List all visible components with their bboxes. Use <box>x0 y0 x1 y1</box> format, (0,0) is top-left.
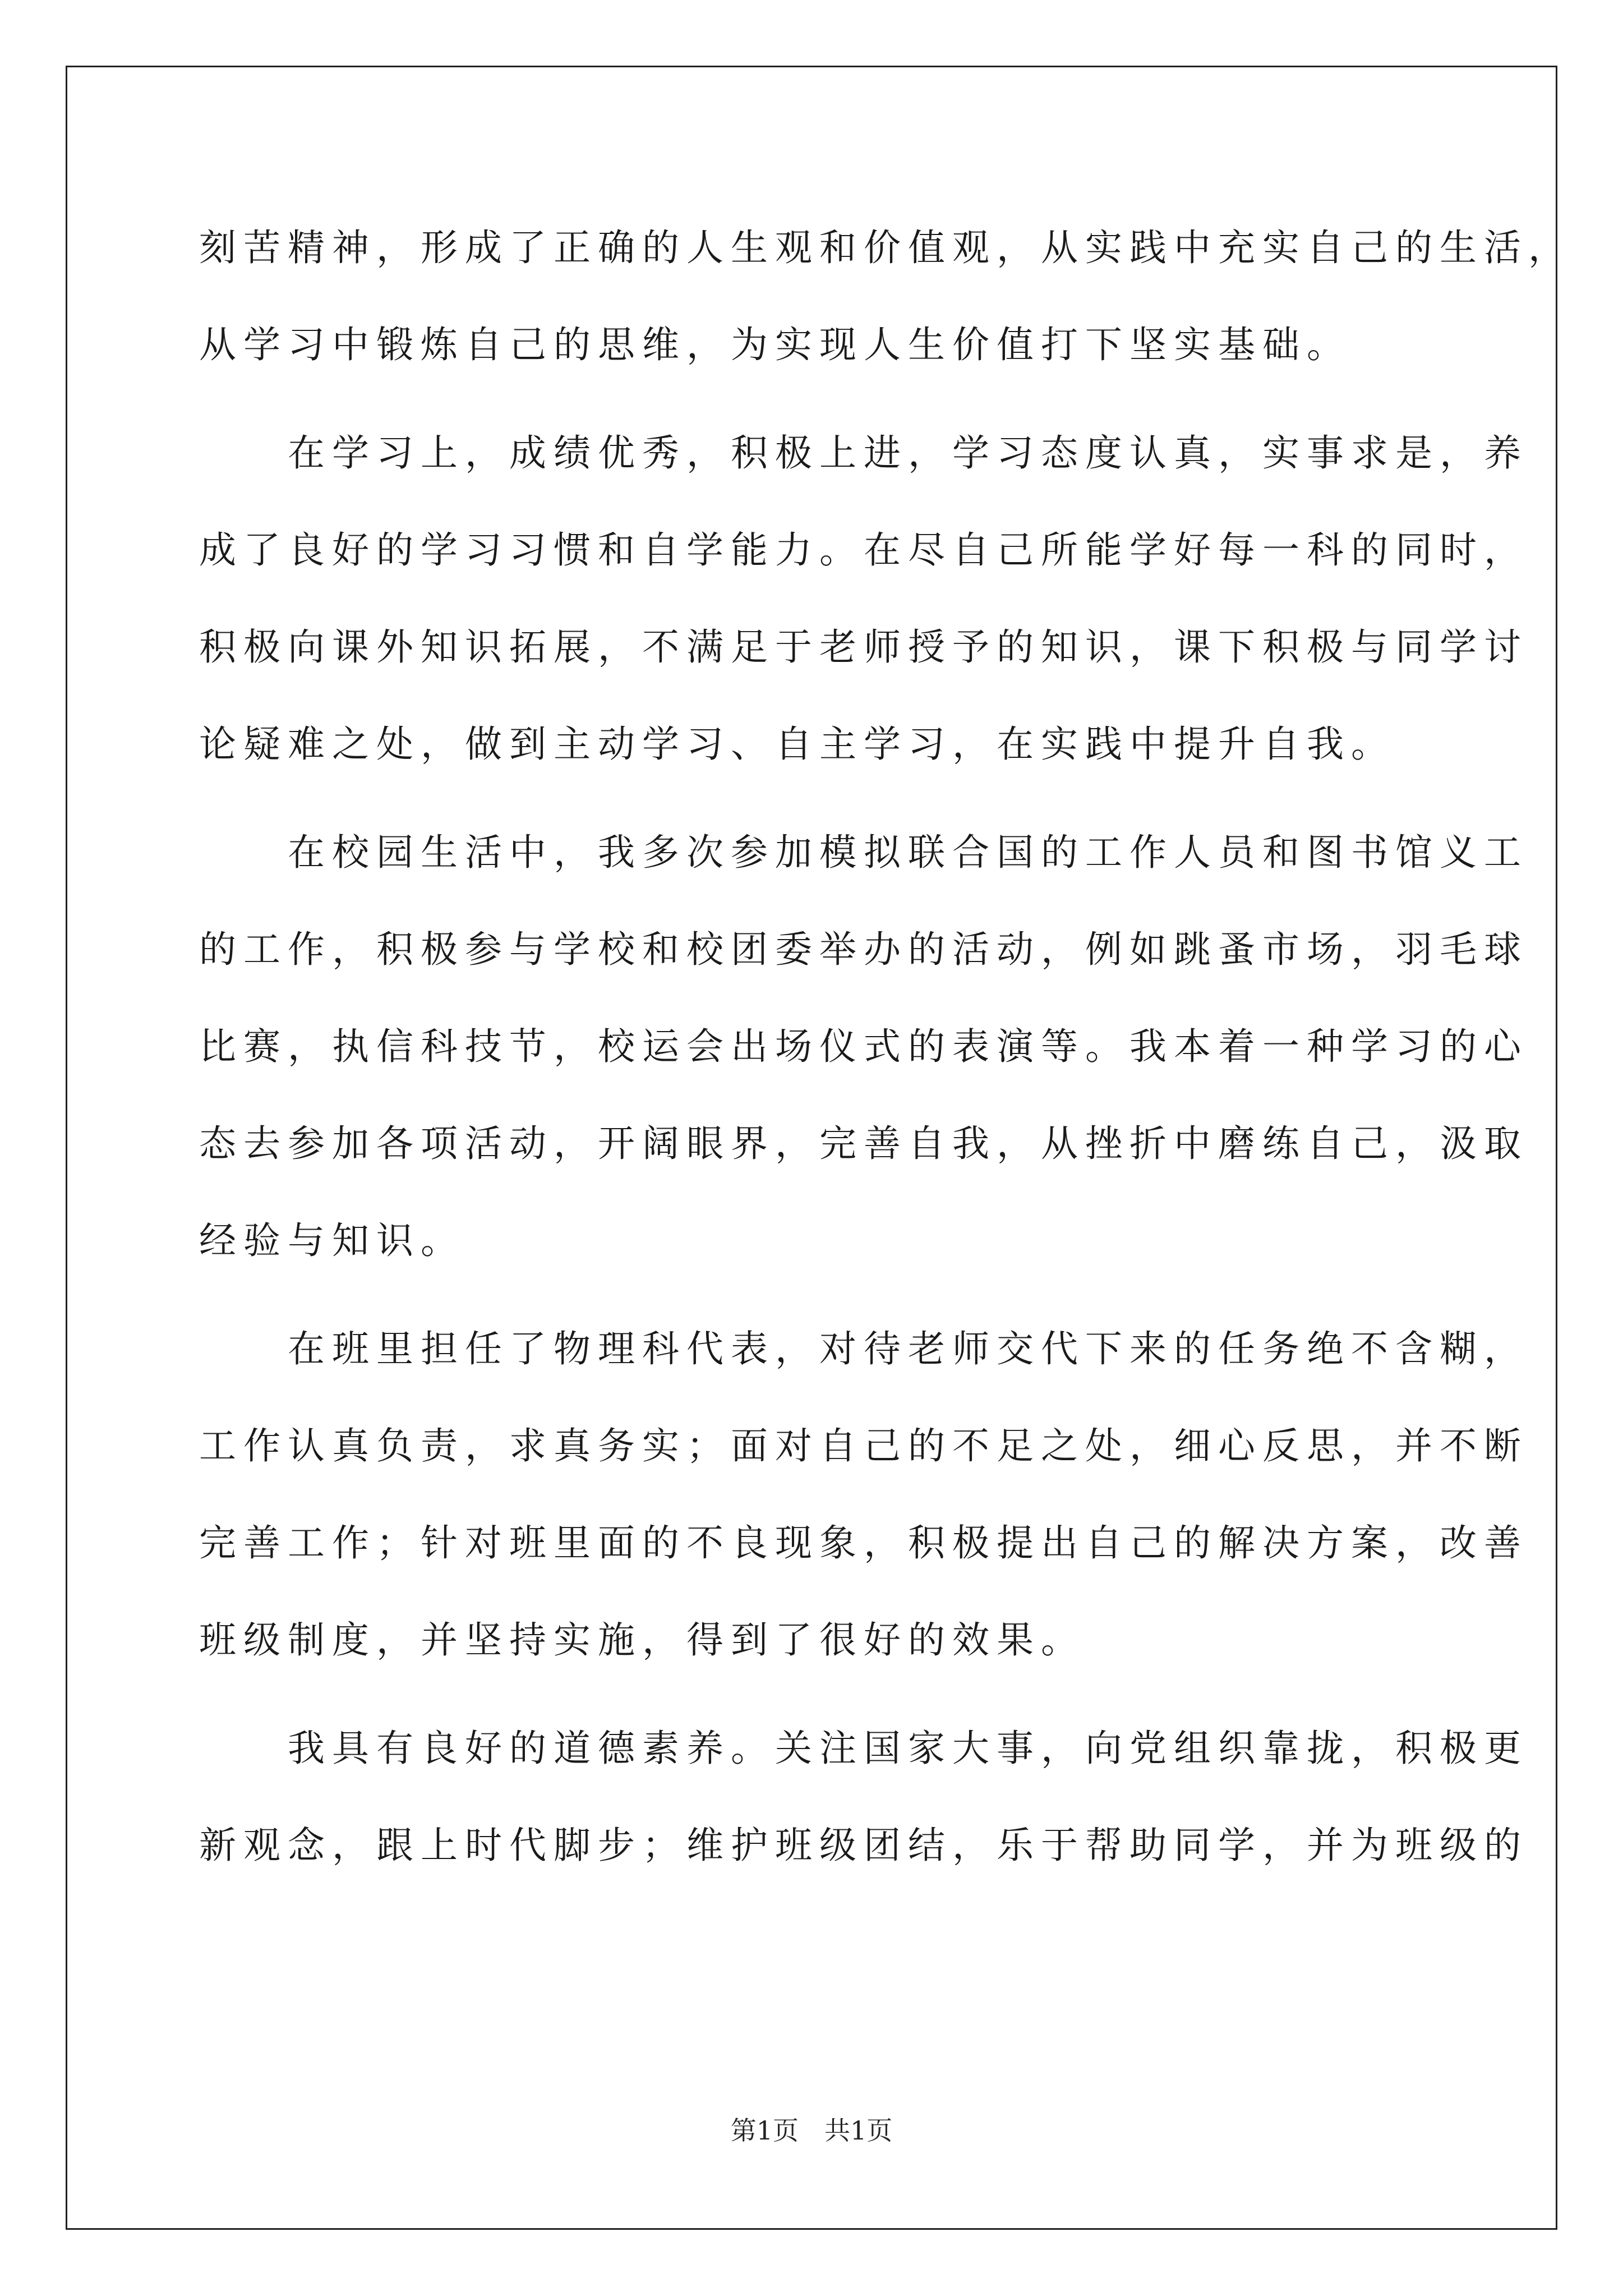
text-line: 在校园生活中，我多次参加模拟联合国的工作人员和图书馆义工 <box>199 831 1528 874</box>
text-line: 的工作，积极参与学校和校团委举办的活动，例如跳蚤市场，羽毛球 <box>199 928 1528 971</box>
paragraph <box>199 404 1528 793</box>
text-line: 论疑难之处，做到主动学习、自主学习，在实践中提升自我。 <box>199 723 1395 766</box>
text-line: 从学习中锻炼自己的思维，为实现人生价值打下坚实基础。 <box>199 323 1351 366</box>
text-line: 在学习上，成绩优秀，积极上进，学习态度认真，实事求是，养 <box>199 431 1528 475</box>
paragraph <box>199 199 1573 393</box>
text-line: 在班里担任了物理科代表，对待老师交代下来的任务绝不含糊， <box>199 1327 1528 1370</box>
paragraph <box>199 1700 1528 1894</box>
text-line: 经验与知识。 <box>199 1219 465 1262</box>
text-line: 刻苦精神，形成了正确的人生观和价值观，从实践中充实自己的生活， <box>199 226 1573 269</box>
paragraph <box>199 1300 1528 1688</box>
text-line: 积极向课外知识拓展，不满足于老师授予的知识，课下积极与同学讨 <box>199 625 1528 669</box>
text-line: 班级制度，并坚持实施，得到了很好的效果。 <box>199 1618 1085 1662</box>
text-line: 态去参加各项活动，开阔眼界，完善自我，从挫折中磨练自己，汲取 <box>199 1122 1528 1165</box>
text-line: 完善工作；针对班里面的不良现象，积极提出自己的解决方案，改善 <box>199 1521 1528 1565</box>
page-number-footer: 第1页 共1页 <box>730 2115 893 2146</box>
paragraph <box>199 804 1528 1289</box>
text-line: 工作认真负责，求真务实；面对自己的不足之处，细心反思，并不断 <box>199 1424 1528 1467</box>
document-body <box>199 199 1573 1894</box>
text-line: 比赛，执信科技节，校运会出场仪式的表演等。我本着一种学习的心 <box>199 1025 1528 1068</box>
text-line: 新观念，跟上时代脚步；维护班级团结，乐于帮助同学，并为班级的 <box>199 1824 1528 1867</box>
text-line: 我具有良好的道德素养。关注国家大事，向党组织靠拢，积极更 <box>199 1727 1528 1770</box>
text-line: 成了良好的学习习惯和自学能力。在尽自己所能学好每一科的同时， <box>199 528 1528 572</box>
